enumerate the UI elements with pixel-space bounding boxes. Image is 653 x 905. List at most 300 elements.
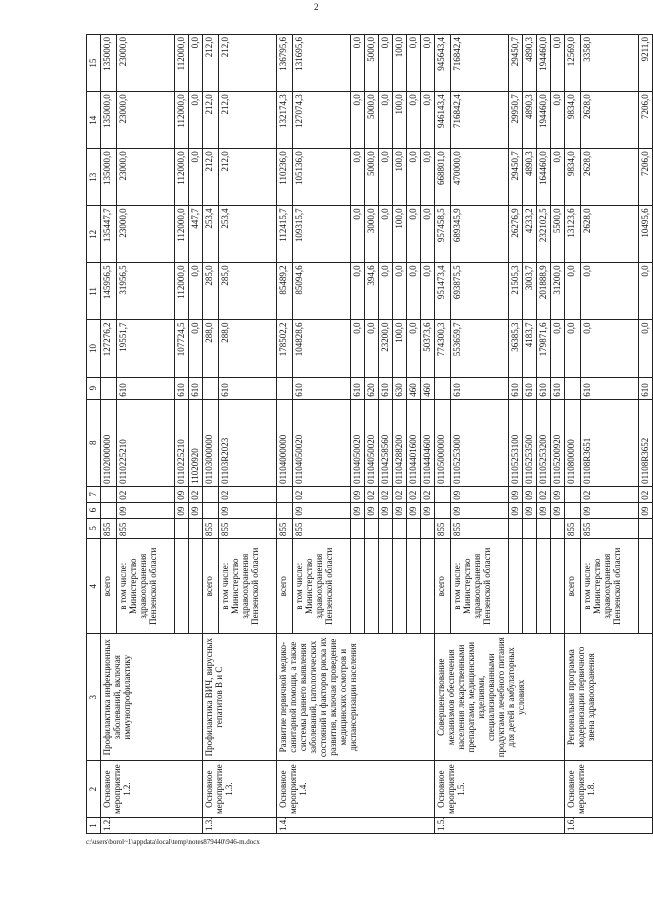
value-cell-c14: 212,0 [219, 92, 277, 149]
value-cell-c11: 201888,9 [537, 263, 551, 320]
value-cell-c6: 09 [523, 502, 537, 518]
value-cell-c7 [277, 486, 293, 502]
activity-label: Основное мероприятие 1.2. [101, 761, 203, 818]
value-cell-c11: 0,0 [565, 263, 581, 320]
value-cell-c13: 9834,0 [565, 149, 581, 206]
value-cell-c15: 212,0 [219, 35, 277, 92]
section-number: 1.2. [101, 818, 203, 834]
value-cell-c7 [101, 486, 117, 502]
value-cell-c5 [639, 518, 653, 539]
value-cell-c15: 112000,0 [175, 35, 189, 92]
value-cell-c14: 132174,3 [277, 92, 293, 149]
executor-cell [175, 539, 189, 634]
value-cell-c8: 01104288200 [393, 399, 407, 486]
value-cell-c13: 100,0 [393, 149, 407, 206]
value-cell-c8: 01105253000 [451, 399, 509, 486]
value-cell-c10: 0,0 [351, 320, 365, 377]
value-cell-c13: 110236,0 [277, 149, 293, 206]
value-cell-c13: 4890,3 [523, 149, 537, 206]
executor-cell: всего [101, 539, 117, 634]
value-cell-c13: 212,0 [203, 149, 219, 206]
value-cell-c15: 3358,0 [581, 35, 639, 92]
value-cell-c15: 945643,4 [435, 35, 451, 92]
value-cell-c14: 0,0 [407, 92, 421, 149]
value-cell-c11: 31956,5 [117, 263, 175, 320]
value-cell-c5: 855 [293, 518, 351, 539]
executor-cell: всего [565, 539, 581, 634]
col-number: 6 [87, 502, 101, 518]
value-cell-c8: 01103R2023 [219, 399, 277, 486]
value-cell-c9: 610 [537, 377, 551, 399]
value-cell-c10: 36385,3 [509, 320, 523, 377]
value-cell-c12: 23000,0 [117, 206, 175, 263]
page-number: 2 [314, 2, 319, 12]
value-cell-c13: 0,0 [421, 149, 435, 206]
value-cell-c8: 01105200920 [551, 399, 565, 486]
col-number: 5 [87, 518, 101, 539]
col-number: 1 [87, 818, 101, 834]
value-cell-c10: 553659,7 [451, 320, 509, 377]
value-cell-c7: 09 [451, 486, 509, 502]
col-number: 14 [87, 92, 101, 149]
value-cell-c13: 212,0 [219, 149, 277, 206]
value-cell-c5 [523, 518, 537, 539]
value-cell-c13: 112000,0 [175, 149, 189, 206]
value-cell-c12: 112000,0 [175, 206, 189, 263]
value-cell-c13: 0,0 [189, 149, 203, 206]
value-cell-c15: 716842,4 [451, 35, 509, 92]
value-cell-c12: 4233,2 [523, 206, 537, 263]
value-cell-c6: 09 [175, 502, 189, 518]
value-cell-c10: 0,0 [365, 320, 379, 377]
col-number: 11 [87, 263, 101, 320]
activity-label: Основное мероприятие 1.5. [435, 761, 565, 818]
col-number: 12 [87, 206, 101, 263]
value-cell-c9 [101, 377, 117, 399]
value-cell-c12: 26276,9 [509, 206, 523, 263]
value-cell-c11: 0,0 [351, 263, 365, 320]
value-cell-c8: 01104050020 [351, 399, 365, 486]
file-path-footer: c:\users\borol~1\appdata\local\temp\notes879440\946-m.docx [86, 838, 260, 846]
executor-cell: в том числе: Министерство здравоохранения Пензенской области [581, 539, 639, 634]
executor-cell [421, 539, 435, 634]
value-cell-c15: 0,0 [551, 35, 565, 92]
value-cell-c11: 0,0 [379, 263, 393, 320]
executor-cell [639, 539, 653, 634]
value-cell-c12: 135447,7 [101, 206, 117, 263]
value-cell-c9: 620 [365, 377, 379, 399]
value-cell-c12: 0,0 [407, 206, 421, 263]
value-cell-c8: 01104404600 [421, 399, 435, 486]
value-cell-c8: 01108R3651 [581, 399, 639, 486]
executor-cell: в том числе: Министерство здравоохранения Пензенской области [293, 539, 351, 634]
value-cell-c8: 01105253100 [509, 399, 523, 486]
value-cell-c11: 145956,5 [101, 263, 117, 320]
value-cell-c6: 09 [365, 502, 379, 518]
rotated-table-area [86, 34, 650, 834]
value-cell-c7: 02 [365, 486, 379, 502]
value-cell-c12: 5500,0 [551, 206, 565, 263]
value-cell-c9: 610 [509, 377, 523, 399]
value-cell-c5: 855 [219, 518, 277, 539]
table-body [87, 35, 653, 834]
value-cell-c6: 09 [379, 502, 393, 518]
value-cell-c14: 4890,3 [523, 92, 537, 149]
value-cell-c7: 09 [523, 486, 537, 502]
value-cell-c11: 0,0 [189, 263, 203, 320]
value-cell-c6 [203, 502, 219, 518]
value-cell-c10: 4183,7 [523, 320, 537, 377]
value-cell-c6: 09 [421, 502, 435, 518]
value-cell-c14: 0,0 [421, 92, 435, 149]
value-cell-c6: 09 [117, 502, 175, 518]
value-cell-c5 [537, 518, 551, 539]
value-cell-c13: 105136,0 [293, 149, 351, 206]
value-cell-c14: 0,0 [379, 92, 393, 149]
value-cell-c7: 02 [117, 486, 175, 502]
executor-cell [393, 539, 407, 634]
value-cell-c11: 285,0 [219, 263, 277, 320]
value-cell-c11: 85094,6 [293, 263, 351, 320]
value-cell-c9 [203, 377, 219, 399]
value-cell-c8: 01108R3652 [639, 399, 653, 486]
table-row [203, 35, 219, 834]
value-cell-c12: 3000,0 [365, 206, 379, 263]
value-cell-c6 [435, 502, 451, 518]
executor-cell: всего [435, 539, 451, 634]
executor-cell [351, 539, 365, 634]
value-cell-c10: 0,0 [565, 320, 581, 377]
value-cell-c12: 109315,7 [293, 206, 351, 263]
value-cell-c8: 01103000000 [203, 399, 219, 486]
activity-label: Основное мероприятие 1.8. [565, 761, 653, 818]
value-cell-c5 [421, 518, 435, 539]
value-cell-c7: 02 [219, 486, 277, 502]
value-cell-c6: 09 [639, 502, 653, 518]
activity-name: Профилактика ВИЧ, вирусных гепатитов В и С [203, 634, 277, 761]
value-cell-c11: 285,0 [203, 263, 219, 320]
value-cell-c13: 470000,0 [451, 149, 509, 206]
value-cell-c13: 668801,0 [435, 149, 451, 206]
section-number: 1.6. [565, 818, 653, 834]
executor-cell [379, 539, 393, 634]
value-cell-c13: 0,0 [407, 149, 421, 206]
value-cell-c14: 212,0 [203, 92, 219, 149]
value-cell-c9: 610 [189, 377, 203, 399]
value-cell-c12: 13123,6 [565, 206, 581, 263]
value-cell-c11: 0,0 [639, 263, 653, 320]
value-cell-c5: 855 [451, 518, 509, 539]
value-cell-c5: 855 [565, 518, 581, 539]
activity-name: Совершенствование механизмов обеспечения населения лекарственными препаратами, медицинскими изделиями, специализированными продуктами лечебного питания для детей в амбулаторных условиях [435, 634, 565, 761]
value-cell-c8: 0110800000 [565, 399, 581, 486]
value-cell-c8: 01104401600 [407, 399, 421, 486]
value-cell-c15: 212,0 [203, 35, 219, 92]
value-cell-c7: 02 [379, 486, 393, 502]
value-cell-c14: 9834,0 [565, 92, 581, 149]
value-cell-c6 [277, 502, 293, 518]
value-cell-c5: 855 [101, 518, 117, 539]
value-cell-c6 [565, 502, 581, 518]
value-cell-c10: 288,0 [219, 320, 277, 377]
value-cell-c15: 12569,0 [565, 35, 581, 92]
value-cell-c12: 100,0 [393, 206, 407, 263]
value-cell-c6: 09 [219, 502, 277, 518]
value-cell-c10: 100,0 [393, 320, 407, 377]
col-number: 3 [87, 634, 101, 761]
value-cell-c15: 0,0 [351, 35, 365, 92]
value-cell-c10: 774300,3 [435, 320, 451, 377]
value-cell-c13: 2628,0 [581, 149, 639, 206]
executor-cell: в том числе: Министерство здравоохранения Пензенской области [117, 539, 175, 634]
value-cell-c5 [509, 518, 523, 539]
value-cell-c8: 01105253200 [537, 399, 551, 486]
value-cell-c10: 0,0 [189, 320, 203, 377]
value-cell-c11: 31200,0 [551, 263, 565, 320]
value-cell-c14: 127074,3 [293, 92, 351, 149]
value-cell-c9: 610 [523, 377, 537, 399]
value-cell-c10: 127276,2 [101, 320, 117, 377]
value-cell-c9: 630 [393, 377, 407, 399]
value-cell-c8: 01105253500 [523, 399, 537, 486]
col-number: 13 [87, 149, 101, 206]
value-cell-c10: 0,0 [407, 320, 421, 377]
col-number: 2 [87, 761, 101, 818]
value-cell-c12: 0,0 [379, 206, 393, 263]
value-cell-c7: 02 [421, 486, 435, 502]
value-cell-c7: 02 [293, 486, 351, 502]
value-cell-c14: 23000,0 [117, 92, 175, 149]
executor-cell [189, 539, 203, 634]
section-number: 1.5. [435, 818, 565, 834]
value-cell-c5 [551, 518, 565, 539]
value-cell-c8: 01104258560 [379, 399, 393, 486]
value-cell-c7: 09 [175, 486, 189, 502]
value-cell-c14: 5000,0 [365, 92, 379, 149]
value-cell-c15: 5000,0 [365, 35, 379, 92]
executor-cell [407, 539, 421, 634]
executor-cell: всего [277, 539, 293, 634]
value-cell-c11: 0,0 [421, 263, 435, 320]
value-cell-c5: 855 [117, 518, 175, 539]
col-number: 7 [87, 486, 101, 502]
value-cell-c9 [565, 377, 581, 399]
value-cell-c8: 01104050020 [293, 399, 351, 486]
value-cell-c6: 09 [537, 502, 551, 518]
value-cell-c5: 855 [203, 518, 219, 539]
value-cell-c12: 0,0 [421, 206, 435, 263]
value-cell-c13: 5000,0 [365, 149, 379, 206]
col-number: 9 [87, 377, 101, 399]
value-cell-c6: 09 [551, 502, 565, 518]
value-cell-c14: 0,0 [189, 92, 203, 149]
executor-cell: в том числе: Министерство здравоохранения Пензенской области [451, 539, 509, 634]
value-cell-c9: 610 [219, 377, 277, 399]
value-cell-c11: 0,0 [393, 263, 407, 320]
executor-cell [537, 539, 551, 634]
value-cell-c7: 02 [581, 486, 639, 502]
value-cell-c6: 09 [451, 502, 509, 518]
activity-label: Основное мероприятие 1.3. [203, 761, 277, 818]
value-cell-c9: 610 [451, 377, 509, 399]
value-cell-c7: 09 [551, 486, 565, 502]
section-number: 1.4. [277, 818, 435, 834]
value-cell-c8: 0110225210 [117, 399, 175, 486]
value-cell-c15: 4890,3 [523, 35, 537, 92]
value-cell-c12: 2628,0 [581, 206, 639, 263]
value-cell-c11: 0,0 [407, 263, 421, 320]
value-cell-c9: 610 [117, 377, 175, 399]
table-row [277, 35, 293, 834]
value-cell-c13: 0,0 [351, 149, 365, 206]
value-cell-c8: 01104000000 [277, 399, 293, 486]
value-cell-c14: 135000,0 [101, 92, 117, 149]
value-cell-c7 [435, 486, 451, 502]
activity-label: Основное мероприятие 1.4. [277, 761, 435, 818]
value-cell-c13: 23000,0 [117, 149, 175, 206]
value-cell-c13: 135000,0 [101, 149, 117, 206]
value-cell-c8: 01102000000 [101, 399, 117, 486]
value-cell-c7 [565, 486, 581, 502]
value-cell-c10: 179871,6 [537, 320, 551, 377]
value-cell-c15: 194460,0 [537, 35, 551, 92]
value-cell-c7: 02 [393, 486, 407, 502]
value-cell-c9: 610 [293, 377, 351, 399]
value-cell-c9: 610 [581, 377, 639, 399]
value-cell-c8: 0110225210 [175, 399, 189, 486]
value-cell-c13: 7206,0 [639, 149, 653, 206]
value-cell-c14: 112000,0 [175, 92, 189, 149]
value-cell-c6 [101, 502, 117, 518]
value-cell-c11: 394,6 [365, 263, 379, 320]
value-cell-c12: 447,7 [189, 206, 203, 263]
value-cell-c15: 0,0 [189, 35, 203, 92]
executor-cell [551, 539, 565, 634]
value-cell-c15: 0,0 [379, 35, 393, 92]
activity-name: Развитие первичной медико-санитарной помощи, а также системы раннего выявления заболеваний, патологических состояний и факторов риска их развития, включая проведение медицинских осмотров и диспансеризации населения [277, 634, 435, 761]
value-cell-c7 [203, 486, 219, 502]
value-cell-c13: 164460,0 [537, 149, 551, 206]
value-cell-c10: 50373,6 [421, 320, 435, 377]
section-number: 1.3. [203, 818, 277, 834]
value-cell-c7: 02 [189, 486, 203, 502]
value-cell-c9: 460 [407, 377, 421, 399]
value-cell-c13: 0,0 [551, 149, 565, 206]
value-cell-c15: 0,0 [421, 35, 435, 92]
value-cell-c7: 09 [509, 486, 523, 502]
value-cell-c9: 610 [175, 377, 189, 399]
value-cell-c11: 112000,0 [175, 263, 189, 320]
value-cell-c7: 09 [351, 486, 365, 502]
value-cell-c12: 957458,5 [435, 206, 451, 263]
value-cell-c9: 610 [639, 377, 653, 399]
value-cell-c6: 09 [509, 502, 523, 518]
value-cell-c12: 253,4 [203, 206, 219, 263]
value-cell-c14: 7206,0 [639, 92, 653, 149]
value-cell-c14: 716842,4 [451, 92, 509, 149]
value-cell-c5: 855 [277, 518, 293, 539]
column-number-row [87, 35, 101, 834]
value-cell-c6: 09 [393, 502, 407, 518]
value-cell-c5: 855 [581, 518, 639, 539]
value-cell-c7: 02 [537, 486, 551, 502]
table-row [101, 35, 117, 834]
value-cell-c11: 951473,4 [435, 263, 451, 320]
table-row [565, 35, 581, 834]
value-cell-c14: 2628,0 [581, 92, 639, 149]
value-cell-c14: 194460,0 [537, 92, 551, 149]
activity-name: Профилактика инфекционных заболеваний, включая иммунопрофилактику [101, 634, 203, 761]
value-cell-c9: 610 [379, 377, 393, 399]
value-cell-c9 [277, 377, 293, 399]
value-cell-c8: 01105000000 [435, 399, 451, 486]
value-cell-c9: 610 [551, 377, 565, 399]
value-cell-c7: 02 [407, 486, 421, 502]
value-cell-c15: 131695,6 [293, 35, 351, 92]
col-number: 10 [87, 320, 101, 377]
value-cell-c10: 288,0 [203, 320, 219, 377]
value-cell-c7: 02 [639, 486, 653, 502]
value-cell-c5 [365, 518, 379, 539]
value-cell-c15: 136795,6 [277, 35, 293, 92]
value-cell-c12: 253,4 [219, 206, 277, 263]
value-cell-c10: 0,0 [551, 320, 565, 377]
value-cell-c10: 178502,2 [277, 320, 293, 377]
executor-cell [365, 539, 379, 634]
executor-cell: в том числе: Министерство здравоохранения Пензенской области [219, 539, 277, 634]
value-cell-c10: 19551,7 [117, 320, 175, 377]
value-cell-c9: 610 [351, 377, 365, 399]
value-cell-c5: 855 [435, 518, 451, 539]
value-cell-c10: 0,0 [581, 320, 639, 377]
col-number: 15 [87, 35, 101, 92]
value-cell-c6: 09 [407, 502, 421, 518]
value-cell-c14: 946143,4 [435, 92, 451, 149]
value-cell-c8: 01104050020 [365, 399, 379, 486]
value-cell-c12: 112415,7 [277, 206, 293, 263]
value-cell-c10: 104828,6 [293, 320, 351, 377]
value-cell-c15: 135000,0 [101, 35, 117, 92]
value-cell-c5 [407, 518, 421, 539]
value-cell-c15: 23000,0 [117, 35, 175, 92]
activity-name: Региональная программа модернизации первичного звена здравоохранения [565, 634, 653, 761]
value-cell-c6: 09 [351, 502, 365, 518]
value-cell-c10: 0,0 [639, 320, 653, 377]
value-cell-c11: 3003,7 [523, 263, 537, 320]
executor-cell: всего [203, 539, 219, 634]
executor-cell [523, 539, 537, 634]
value-cell-c14: 0,0 [351, 92, 365, 149]
value-cell-c6: 09 [189, 502, 203, 518]
value-cell-c11: 693875,5 [451, 263, 509, 320]
col-number: 4 [87, 539, 101, 634]
value-cell-c5 [379, 518, 393, 539]
value-cell-c14: 0,0 [551, 92, 565, 149]
value-cell-c8: 11020920 [189, 399, 203, 486]
value-cell-c15: 100,0 [393, 35, 407, 92]
value-cell-c13: 29450,7 [509, 149, 523, 206]
table-row [435, 35, 451, 834]
value-cell-c10: 107724,5 [175, 320, 189, 377]
value-cell-c12: 232102,5 [537, 206, 551, 263]
value-cell-c15: 0,0 [407, 35, 421, 92]
executor-cell [509, 539, 523, 634]
value-cell-c15: 9211,0 [639, 35, 653, 92]
value-cell-c14: 100,0 [393, 92, 407, 149]
value-cell-c9 [435, 377, 451, 399]
value-cell-c12: 689345,9 [451, 206, 509, 263]
value-cell-c6: 09 [581, 502, 639, 518]
